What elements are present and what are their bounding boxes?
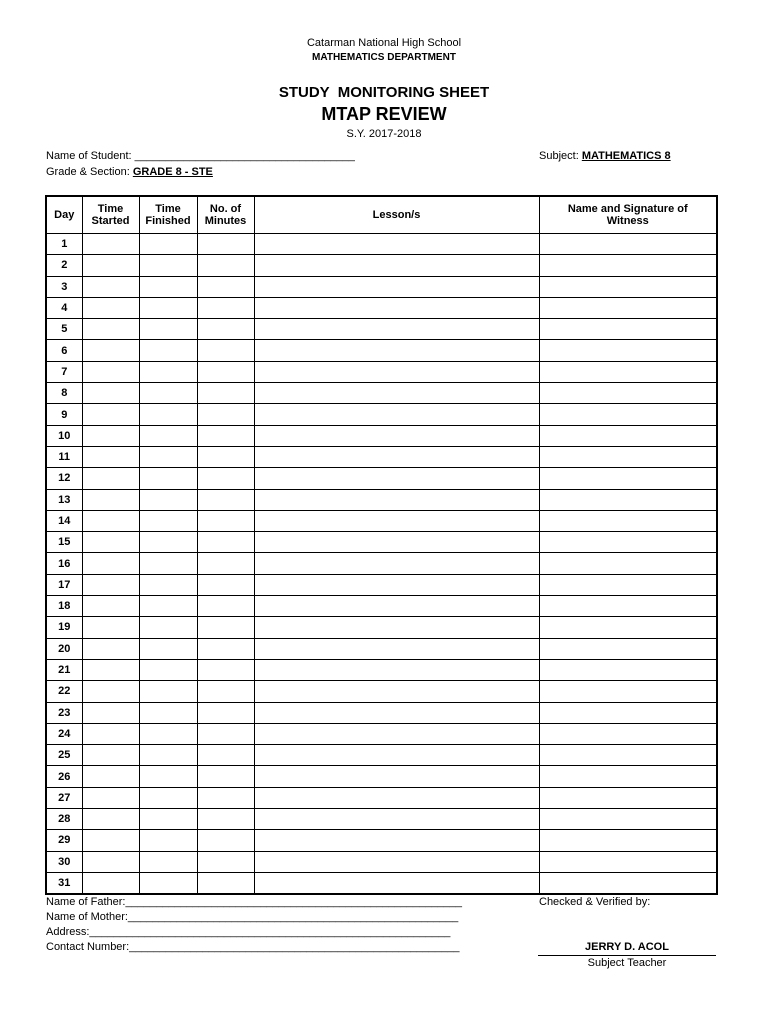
witness-cell [539, 787, 717, 808]
lessons-cell [254, 446, 539, 467]
time-started-cell [82, 340, 139, 361]
lessons-cell [254, 489, 539, 510]
witness-cell [539, 851, 717, 872]
minutes-cell [197, 255, 254, 276]
table-row [46, 617, 717, 638]
minutes-cell [197, 723, 254, 744]
witness-cell [539, 276, 717, 297]
table-row [46, 489, 717, 510]
department-name: MATHEMATICS DEPARTMENT [312, 52, 456, 63]
minutes-cell [197, 340, 254, 361]
day-number: 26 [46, 766, 82, 787]
witness-cell [539, 255, 717, 276]
time-started-cell [82, 553, 139, 574]
minutes-cell [197, 234, 254, 255]
time-finished-cell [139, 276, 197, 297]
day-number: 2 [46, 255, 82, 276]
lessons-cell [254, 681, 539, 702]
minutes-cell [197, 617, 254, 638]
time-started-cell [82, 255, 139, 276]
lessons-cell [254, 255, 539, 276]
day-number: 23 [46, 702, 82, 723]
witness-cell [539, 489, 717, 510]
minutes-cell [197, 745, 254, 766]
mother-name-field: Name of Mother:______________________________________________________ [46, 911, 459, 923]
day-number: 20 [46, 638, 82, 659]
day-number: 10 [46, 425, 82, 446]
time-finished-cell [139, 872, 197, 894]
minutes-cell [197, 851, 254, 872]
lessons-cell [254, 553, 539, 574]
time-finished-cell [139, 702, 197, 723]
time-finished-cell [139, 234, 197, 255]
minutes-cell [197, 702, 254, 723]
time-finished-cell [139, 809, 197, 830]
witness-cell [539, 340, 717, 361]
lessons-cell [254, 809, 539, 830]
lessons-cell [254, 702, 539, 723]
time-started-cell [82, 297, 139, 318]
witness-cell [539, 425, 717, 446]
table-row [46, 787, 717, 808]
minutes-cell [197, 766, 254, 787]
witness-cell [539, 596, 717, 617]
day-number: 3 [46, 276, 82, 297]
day-number: 1 [46, 234, 82, 255]
time-started-cell [82, 638, 139, 659]
lessons-cell [254, 234, 539, 255]
school-year: S.Y. 2017-2018 [346, 128, 422, 140]
lessons-cell [254, 276, 539, 297]
table-row [46, 872, 717, 894]
lessons-cell [254, 510, 539, 531]
subject-label: Subject: [539, 150, 582, 162]
time-finished-cell [139, 659, 197, 680]
monitoring-table [45, 195, 718, 895]
witness-cell [539, 681, 717, 702]
time-finished-cell [139, 596, 197, 617]
subject-field [539, 150, 671, 162]
day-number: 19 [46, 617, 82, 638]
minutes-cell [197, 404, 254, 425]
day-number: 29 [46, 830, 82, 851]
table-row [46, 340, 717, 361]
table-row [46, 702, 717, 723]
day-number: 30 [46, 851, 82, 872]
minutes-cell [197, 553, 254, 574]
lessons-cell [254, 617, 539, 638]
minutes-cell [197, 809, 254, 830]
day-number: 17 [46, 574, 82, 595]
minutes-cell [197, 510, 254, 531]
minutes-cell [197, 574, 254, 595]
time-started-cell [82, 425, 139, 446]
witness-cell [539, 745, 717, 766]
lessons-cell [254, 872, 539, 894]
time-started-cell [82, 681, 139, 702]
minutes-cell [197, 297, 254, 318]
witness-cell [539, 553, 717, 574]
day-number: 27 [46, 787, 82, 808]
minutes-cell [197, 446, 254, 467]
witness-cell [539, 532, 717, 553]
time-finished-cell [139, 617, 197, 638]
day-number: 8 [46, 383, 82, 404]
time-finished-cell [139, 574, 197, 595]
witness-cell [539, 510, 717, 531]
table-row [46, 681, 717, 702]
lessons-cell [254, 638, 539, 659]
time-finished-cell [139, 468, 197, 489]
time-finished-cell [139, 553, 197, 574]
sheet-title: STUDY MONITORING SHEET [278, 84, 490, 101]
table-row [46, 297, 717, 318]
witness-cell [539, 574, 717, 595]
lessons-cell [254, 383, 539, 404]
checked-verified-label: Checked & Verified by: [539, 896, 651, 908]
lessons-cell [254, 787, 539, 808]
witness-cell [539, 404, 717, 425]
time-started-cell [82, 596, 139, 617]
time-finished-cell [139, 851, 197, 872]
time-started-cell [82, 404, 139, 425]
table-row [46, 404, 717, 425]
minutes-cell [197, 319, 254, 340]
table-row [46, 446, 717, 467]
time-started-cell [82, 383, 139, 404]
time-started-cell [82, 276, 139, 297]
witness-cell [539, 446, 717, 467]
column-header-time-started: Time Started [82, 196, 139, 234]
table-row [46, 425, 717, 446]
table-row [46, 553, 717, 574]
lessons-cell [254, 851, 539, 872]
table-row [46, 638, 717, 659]
witness-cell [539, 297, 717, 318]
minutes-cell [197, 787, 254, 808]
lessons-cell [254, 766, 539, 787]
lessons-cell [254, 574, 539, 595]
table-row [46, 276, 717, 297]
contact-number-field: Contact Number:______________________________________________________ [46, 941, 460, 953]
table-row [46, 723, 717, 744]
minutes-cell [197, 276, 254, 297]
lessons-cell [254, 659, 539, 680]
time-finished-cell [139, 255, 197, 276]
address-field: Address:___________________________________________________________ [46, 926, 451, 938]
lessons-cell [254, 425, 539, 446]
table-row [46, 745, 717, 766]
table-body [46, 234, 717, 895]
witness-cell [539, 723, 717, 744]
table-row [46, 255, 717, 276]
table-row [46, 809, 717, 830]
witness-cell [539, 872, 717, 894]
table-row [46, 468, 717, 489]
day-number: 14 [46, 510, 82, 531]
signature-line [538, 955, 716, 956]
time-finished-cell [139, 745, 197, 766]
time-started-cell [82, 745, 139, 766]
time-finished-cell [139, 510, 197, 531]
minutes-cell [197, 681, 254, 702]
lessons-cell [254, 361, 539, 382]
lessons-cell [254, 340, 539, 361]
day-number: 12 [46, 468, 82, 489]
column-header-minutes: No. of Minutes [197, 196, 254, 234]
time-started-cell [82, 510, 139, 531]
minutes-cell [197, 659, 254, 680]
column-header-time-finished: Time Finished [139, 196, 197, 234]
minutes-cell [197, 361, 254, 382]
column-header-day: Day [46, 196, 82, 234]
witness-cell [539, 702, 717, 723]
time-finished-cell [139, 787, 197, 808]
time-finished-cell [139, 489, 197, 510]
time-started-cell [82, 851, 139, 872]
father-name-field: Name of Father:_______________________________________________________ [46, 896, 462, 908]
minutes-cell [197, 596, 254, 617]
lessons-cell [254, 319, 539, 340]
table-row [46, 851, 717, 872]
day-number: 22 [46, 681, 82, 702]
student-name-field: Name of Student: ____________________________________ [46, 150, 355, 162]
day-number: 7 [46, 361, 82, 382]
time-started-cell [82, 234, 139, 255]
day-number: 11 [46, 446, 82, 467]
witness-cell [539, 361, 717, 382]
lessons-cell [254, 723, 539, 744]
table-row [46, 574, 717, 595]
minutes-cell [197, 489, 254, 510]
lessons-cell [254, 297, 539, 318]
time-finished-cell [139, 297, 197, 318]
sheet-subtitle: MTAP REVIEW [321, 104, 447, 124]
witness-cell [539, 468, 717, 489]
time-finished-cell [139, 681, 197, 702]
teacher-role: Subject Teacher [587, 957, 667, 969]
witness-cell [539, 617, 717, 638]
time-finished-cell [139, 361, 197, 382]
day-number: 16 [46, 553, 82, 574]
table-row [46, 319, 717, 340]
time-finished-cell [139, 319, 197, 340]
day-number: 15 [46, 532, 82, 553]
grade-section-field [46, 166, 213, 178]
day-number: 21 [46, 659, 82, 680]
time-started-cell [82, 361, 139, 382]
witness-cell [539, 809, 717, 830]
minutes-cell [197, 830, 254, 851]
witness-cell [539, 638, 717, 659]
time-started-cell [82, 468, 139, 489]
time-finished-cell [139, 532, 197, 553]
time-finished-cell [139, 766, 197, 787]
time-finished-cell [139, 404, 197, 425]
lessons-cell [254, 404, 539, 425]
time-finished-cell [139, 830, 197, 851]
time-started-cell [82, 617, 139, 638]
time-finished-cell [139, 638, 197, 659]
table-header-row [46, 196, 717, 234]
time-started-cell [82, 766, 139, 787]
day-number: 5 [46, 319, 82, 340]
day-number: 18 [46, 596, 82, 617]
witness-cell [539, 319, 717, 340]
witness-cell [539, 830, 717, 851]
day-number: 6 [46, 340, 82, 361]
witness-cell [539, 766, 717, 787]
table-row [46, 510, 717, 531]
lessons-cell [254, 532, 539, 553]
witness-cell [539, 234, 717, 255]
lessons-cell [254, 830, 539, 851]
time-started-cell [82, 446, 139, 467]
time-finished-cell [139, 446, 197, 467]
grade-value: GRADE 8 - STE [132, 166, 213, 178]
minutes-cell [197, 468, 254, 489]
day-number: 28 [46, 809, 82, 830]
witness-cell [539, 659, 717, 680]
day-number: 9 [46, 404, 82, 425]
witness-cell [539, 383, 717, 404]
school-name: Catarman National High School [306, 37, 462, 49]
day-number: 13 [46, 489, 82, 510]
table-row [46, 383, 717, 404]
lessons-cell [254, 596, 539, 617]
table-row [46, 766, 717, 787]
table-row [46, 596, 717, 617]
time-finished-cell [139, 383, 197, 404]
table-row [46, 361, 717, 382]
time-started-cell [82, 489, 139, 510]
time-started-cell [82, 809, 139, 830]
minutes-cell [197, 872, 254, 894]
time-started-cell [82, 830, 139, 851]
day-number: 31 [46, 872, 82, 894]
time-started-cell [82, 872, 139, 894]
table-row [46, 234, 717, 255]
time-started-cell [82, 319, 139, 340]
time-started-cell [82, 787, 139, 808]
column-header-witness: Name and Signature of Witness [539, 196, 717, 234]
day-number: 4 [46, 297, 82, 318]
table-row [46, 659, 717, 680]
time-finished-cell [139, 340, 197, 361]
time-started-cell [82, 723, 139, 744]
minutes-cell [197, 383, 254, 404]
time-started-cell [82, 532, 139, 553]
lessons-cell [254, 745, 539, 766]
time-finished-cell [139, 723, 197, 744]
subject-value: MATHEMATICS 8 [581, 150, 671, 162]
minutes-cell [197, 638, 254, 659]
day-number: 25 [46, 745, 82, 766]
column-header-lessons: Lesson/s [254, 196, 539, 234]
teacher-name: JERRY D. ACOL [585, 941, 669, 953]
day-number: 24 [46, 723, 82, 744]
minutes-cell [197, 532, 254, 553]
time-started-cell [82, 574, 139, 595]
time-finished-cell [139, 425, 197, 446]
minutes-cell [197, 425, 254, 446]
table-row [46, 532, 717, 553]
grade-label: Grade & Section: [46, 166, 133, 178]
lessons-cell [254, 468, 539, 489]
time-started-cell [82, 702, 139, 723]
table-row [46, 830, 717, 851]
time-started-cell [82, 659, 139, 680]
